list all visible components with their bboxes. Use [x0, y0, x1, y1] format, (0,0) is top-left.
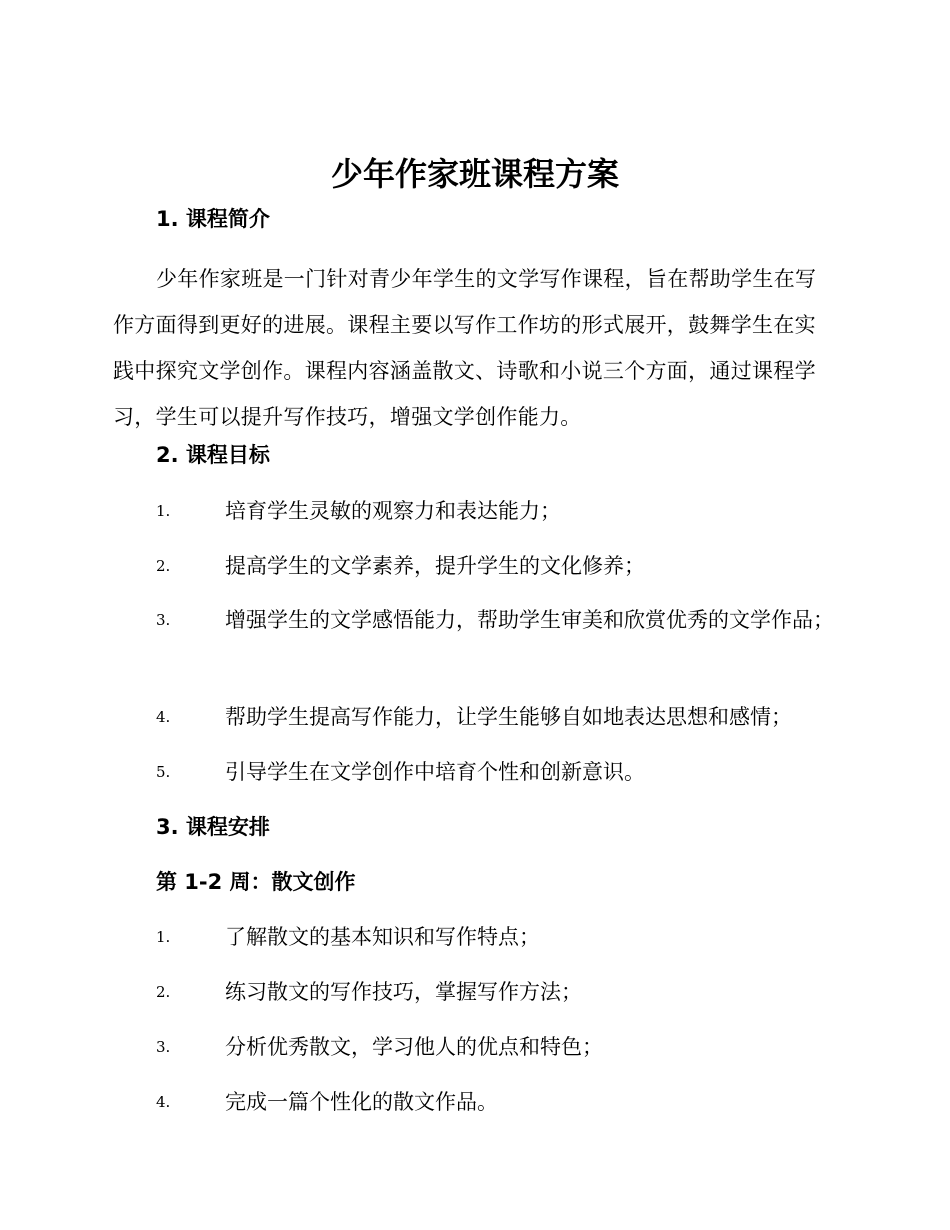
goal-item	[113, 488, 838, 534]
goal-item-number: 5.	[156, 763, 171, 781]
document-title: 少年作家班课程方案	[330, 155, 619, 193]
goal-item-text: 提高学生的文学素养，提升学生的文化修养；	[225, 554, 645, 578]
goal-item-number: 3.	[156, 611, 171, 629]
goal-item-text: 引导学生在文学创作中培育个性和创新意识。	[225, 760, 645, 784]
week-heading: 第 1-2 周：散文创作	[156, 870, 356, 894]
schedule-item-number: 2.	[156, 983, 171, 1001]
goal-item	[113, 543, 838, 589]
schedule-item-number: 4.	[156, 1093, 171, 1111]
schedule-item-text: 练习散文的写作技巧，掌握写作方法；	[225, 980, 582, 1004]
schedule-item-text: 完成一篇个性化的散文作品。	[225, 1090, 498, 1114]
goal-item-text: 增强学生的文学感悟能力，帮助学生审美和欣赏优秀的文学作品；	[225, 608, 834, 632]
section-heading-intro: 1. 课程简介	[156, 207, 270, 231]
section-heading-goals: 2. 课程目标	[156, 443, 270, 467]
schedule-item	[113, 914, 838, 960]
goal-item-number: 2.	[156, 557, 171, 575]
section-heading-schedule: 3. 课程安排	[156, 815, 270, 839]
goal-item-number: 4.	[156, 708, 171, 726]
goal-item	[113, 694, 838, 740]
schedule-item-number: 1.	[156, 928, 171, 946]
goal-item-number: 1.	[156, 502, 171, 520]
schedule-item	[113, 1024, 838, 1070]
schedule-item	[113, 969, 838, 1015]
schedule-item	[113, 1079, 838, 1125]
schedule-item-text: 分析优秀散文，学习他人的优点和特色；	[225, 1035, 603, 1059]
goal-item-text: 培育学生灵敏的观察力和表达能力；	[225, 499, 561, 523]
intro-paragraph: 少年作家班是一门针对青少年学生的文学写作课程，旨在帮助学生在写作方面得到更好的进展。课程主要以写作工作坊的形式展开，鼓舞学生在实践中探究文学创作。课程内容涵盖散文、诗歌和小说三个方面，通过课程学习，学生可以提升写作技巧，增强文学创作能力。	[113, 267, 817, 429]
schedule-item-text: 了解散文的基本知识和写作特点；	[225, 925, 540, 949]
goal-item	[113, 749, 838, 795]
goal-item	[113, 597, 838, 643]
schedule-item-number: 3.	[156, 1038, 171, 1056]
goal-item-text: 帮助学生提高写作能力，让学生能够自如地表达思想和感情；	[225, 705, 792, 729]
